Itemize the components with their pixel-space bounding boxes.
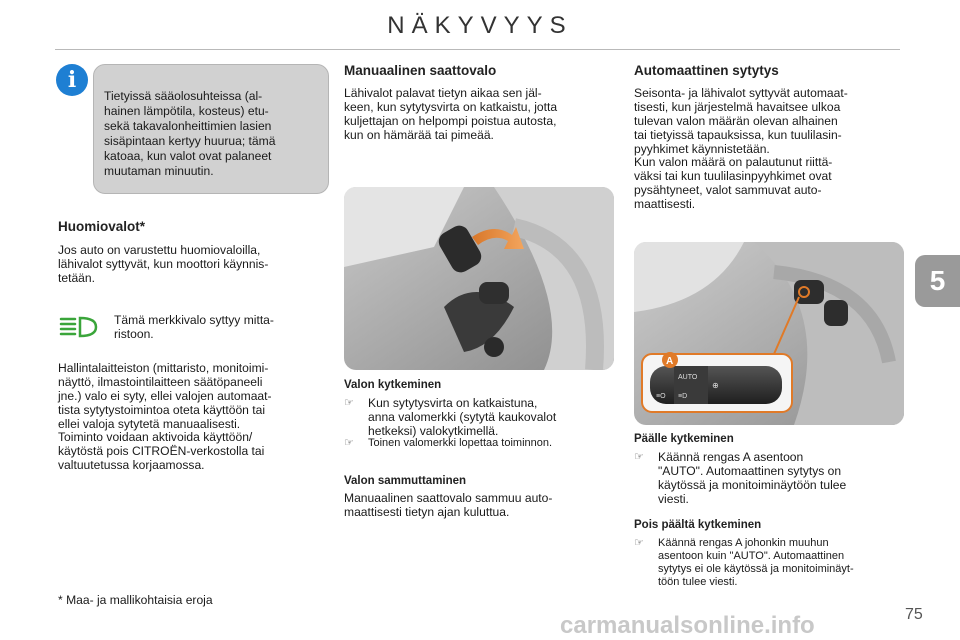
footnote: * Maa- ja mallikohtaisia eroja [58,593,213,607]
auto-on-bullet: ☞ Käännä rengas A asentoon "AUTO". Automaattinen sytytys on käytössä ja monitoiminäytöön tulee viesti. [634,450,847,506]
daylight-lamp-icon [58,313,100,341]
bullet-hand-icon: ☞ [634,537,644,549]
daylight-intro: Jos auto on varustettu huomiovaloilla, lähivalot syttyvät, kun moottori käynnis- tetään. [58,243,269,285]
info-text: Tietyissä sääolosuhteissa (al- hainen lämpötila, kosteus) etu- sekä takavalonheittimien lasien sisäpintaan kertyy huurua; tämä katoaa, kun valot ovat palaneet muutaman minuutin. [104,89,276,178]
stalk-label-side: ≡O [656,393,666,400]
daylight-para1: Hallintalaitteiston (mittaristo, monitoimi- näyttö, ilmastointilaitteen säätöpaneeli jne.) valo ei syty, ellei valojen automaat- tista sytytystoimintoa oteta käyttöön tai ellei valoja sytytetä manuaalisesti. [58,361,272,431]
page-title: NÄKYVYYS [387,12,573,39]
title-rule [55,49,900,50]
stalk-label-auto: AUTO [678,374,698,381]
watermark: carmanualsonline.info [560,612,815,639]
callout-a-label: A [666,356,674,367]
auto-off-bullet: ☞ Käännä rengas A johonkin muuhun asentoon kuin "AUTO". Automaattinen sytytys ei ole käytössä ja monitoiminäyt- töön tulee viesti. [634,537,854,588]
info-box [93,64,329,194]
daylight-heading: Huomiovalot* [58,219,146,234]
auto-stalk-photo [634,242,904,425]
bullet-hand-icon: ☞ [344,437,354,449]
manual-on-bullet-1: ☞ Kun sytytysvirta on katkaistuna, anna valomerkki (sytytä kaukovalot hetkeksi) valokytkimellä. [344,396,557,438]
bullet-hand-icon: ☞ [344,397,354,409]
auto-heading: Automaattinen sytytys [634,63,779,78]
manual-intro: Lähivalot palavat tietyn aikaa sen jäl- keen, kun sytytysvirta on katkaistu, jotta kuljettajan on helpompi poistua autosta, kun on hämärää tai pimeää. [344,86,558,142]
page-number: 75 [905,606,923,623]
auto-para1: Seisonta- ja lähivalot syttyvät automaat- tisesti, kun järjestelmä havaitsee ulkoa tulevan valon määrän olevan alhainen tai tietyissä tapauksissa, kun tuulilasin- pyyhkimet käynnistetään. [634,86,848,156]
info-icon: i [56,64,88,96]
daylight-para2: Toiminto voidaan aktivoida käyttöön/ käytöstä pois CITROËN-verkostolla tai valtuutetussa korjaamossa. [58,430,265,472]
manual-on-heading: Valon kytkeminen [344,379,442,391]
chapter-tab[interactable]: 5 [915,255,960,307]
bullet-hand-icon: ☞ [634,451,644,463]
stalk-label-main: ⊕ [712,381,719,390]
stalk-label-dipped: ≡D [678,393,688,400]
manual-stalk-photo [344,187,614,370]
auto-off-heading: Pois päältä kytkeminen [634,519,762,531]
daylight-lamp-text: Tämä merkkivalo syttyy mitta- ristoon. [114,313,274,341]
manual-off-text: Manuaalinen saattovalo sammuu auto- maattisesti tietyn ajan kuluttua. [344,491,553,519]
auto-para2: Kun valon määrä on palautunut riittä- väksi tai kun tuulilasinpyyhkimet ovat pysähtyneet, valot sammuvat auto- maattisesti. [634,155,833,211]
manual-heading: Manuaalinen saattovalo [344,63,497,78]
auto-on-heading: Päälle kytkeminen [634,433,734,445]
manual-off-heading: Valon sammuttaminen [344,475,467,487]
manual-on-bullet-2: ☞ Toinen valomerkki lopettaa toiminnon. [344,437,553,449]
